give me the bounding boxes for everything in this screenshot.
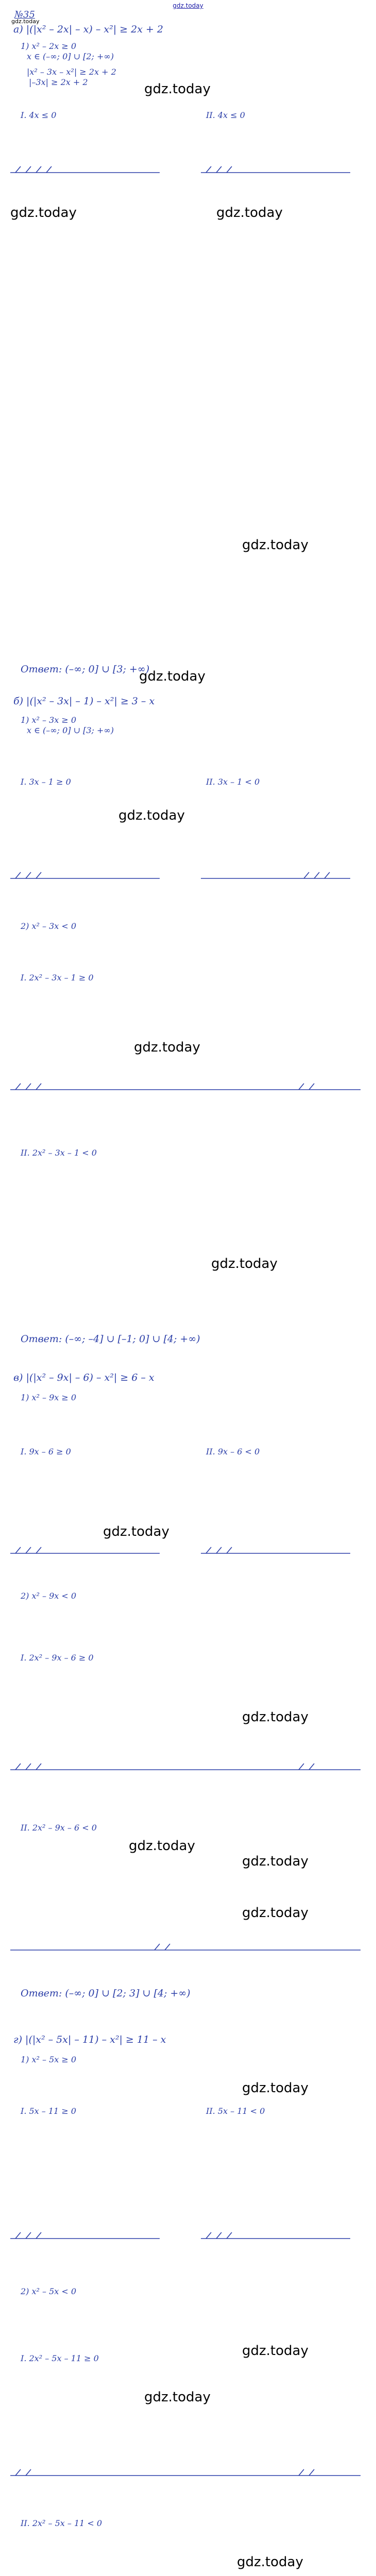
part-c-case1: I. 9x – 6 ≥ 0 — [21, 1447, 71, 1456]
number-line — [201, 1546, 355, 1561]
number-line — [10, 2231, 165, 2246]
part-d-case4: II. 2x² – 5x – 11 < 0 — [21, 2518, 102, 2528]
watermark: gdz.today — [242, 2343, 309, 2359]
number-line — [201, 165, 355, 180]
part-a-modulus: |x² – 3x – x²| ≥ 2x + 2 — [27, 67, 116, 77]
watermark: gdz.today — [139, 669, 206, 684]
watermark: gdz.today — [129, 1838, 195, 1854]
number-line — [10, 1942, 366, 1958]
number-line — [201, 871, 355, 886]
part-a-step1: 1) x² – 2x ≥ 0 — [21, 41, 77, 51]
watermark: gdz.today — [237, 2554, 303, 2570]
part-a-case1: I. 4x ≤ 0 — [21, 110, 57, 120]
watermark: gdz.today — [103, 1524, 169, 1539]
part-b-case2: II. 3x – 1 < 0 — [206, 777, 260, 787]
part-c-equation: в) |(|x² – 9x| – 6) – x²| ≥ 6 – x — [13, 1372, 155, 1383]
number-line — [10, 1082, 366, 1097]
site-link[interactable]: gdz.today — [173, 2, 203, 9]
part-b-step2: 2) x² – 3x < 0 — [21, 921, 77, 931]
part-c-case2: II. 9x – 6 < 0 — [206, 1447, 260, 1456]
watermark: gdz.today — [242, 1905, 309, 1921]
watermark: gdz.today — [211, 1256, 278, 1272]
part-b-equation: б) |(|x² – 3x| – 1) – x²| ≥ 3 – x — [13, 696, 155, 707]
number-line — [10, 165, 165, 180]
watermark: gdz.today — [242, 1709, 309, 1725]
number-line — [10, 871, 165, 886]
watermark: gdz.today — [242, 537, 309, 553]
watermark: gdz.today — [242, 2080, 309, 2096]
part-b-case1: I. 3x – 1 ≥ 0 — [21, 777, 71, 787]
problem-number: №35 — [14, 9, 35, 20]
watermark: gdz.today — [216, 205, 283, 221]
part-d-case3: I. 2x² – 5x – 11 ≥ 0 — [21, 2353, 99, 2363]
part-c-step1: 1) x² – 9x ≥ 0 — [21, 1393, 77, 1402]
part-a-modulus2: |–3x| ≥ 2x + 2 — [29, 77, 88, 87]
part-a-case2: II. 4x ≤ 0 — [206, 110, 245, 120]
part-b-step1: 1) x² – 3x ≥ 0 — [21, 715, 77, 725]
watermark: gdz.today — [144, 81, 211, 97]
part-d-case2: II. 5x – 11 < 0 — [206, 2106, 265, 2116]
number-line — [10, 2468, 366, 2483]
part-b-case3: I. 2x² – 3x – 1 ≥ 0 — [21, 973, 94, 982]
part-c-case3: I. 2x² – 9x – 6 ≥ 0 — [21, 1653, 94, 1663]
part-c-answer: Ответ: (–∞; 0] ∪ [2; 3] ∪ [4; +∞) — [21, 1988, 191, 1999]
part-a-equation: a) |(|x² – 2x| – x) – x²| ≥ 2x + 2 — [13, 24, 164, 35]
watermark: gdz.today — [11, 18, 40, 25]
part-d-step2: 2) x² – 5x < 0 — [21, 2286, 77, 2296]
part-b-answer: Ответ: (–∞; –4] ∪ [–1; 0] ∪ [4; +∞) — [21, 1333, 200, 1345]
watermark: gdz.today — [134, 1040, 200, 1055]
watermark: gdz.today — [144, 2389, 211, 2405]
watermark: gdz.today — [242, 1854, 309, 1869]
part-c-case4: II. 2x² – 9x – 6 < 0 — [21, 1823, 97, 1833]
part-c-step2: 2) x² – 9x < 0 — [21, 1591, 77, 1601]
part-d-equation: г) |(|x² – 5x| – 11) – x²| ≥ 11 – x — [13, 2034, 166, 2045]
number-line — [201, 2231, 355, 2246]
part-a-answer: Ответ: (–∞; 0] ∪ [3; +∞) — [21, 664, 150, 675]
part-a-interval: x ∈ (–∞; 0] ∪ [2; +∞) — [27, 52, 114, 61]
part-d-step1: 1) x² – 5x ≥ 0 — [21, 2055, 77, 2064]
watermark: gdz.today — [10, 205, 77, 221]
number-line — [10, 1546, 165, 1561]
watermark: gdz.today — [118, 808, 185, 823]
part-d-case1: I. 5x – 11 ≥ 0 — [21, 2106, 76, 2116]
number-line — [10, 1762, 366, 1777]
part-b-case4: II. 2x² – 3x – 1 < 0 — [21, 1148, 97, 1158]
part-b-interval: x ∈ (–∞; 0] ∪ [3; +∞) — [27, 725, 114, 735]
